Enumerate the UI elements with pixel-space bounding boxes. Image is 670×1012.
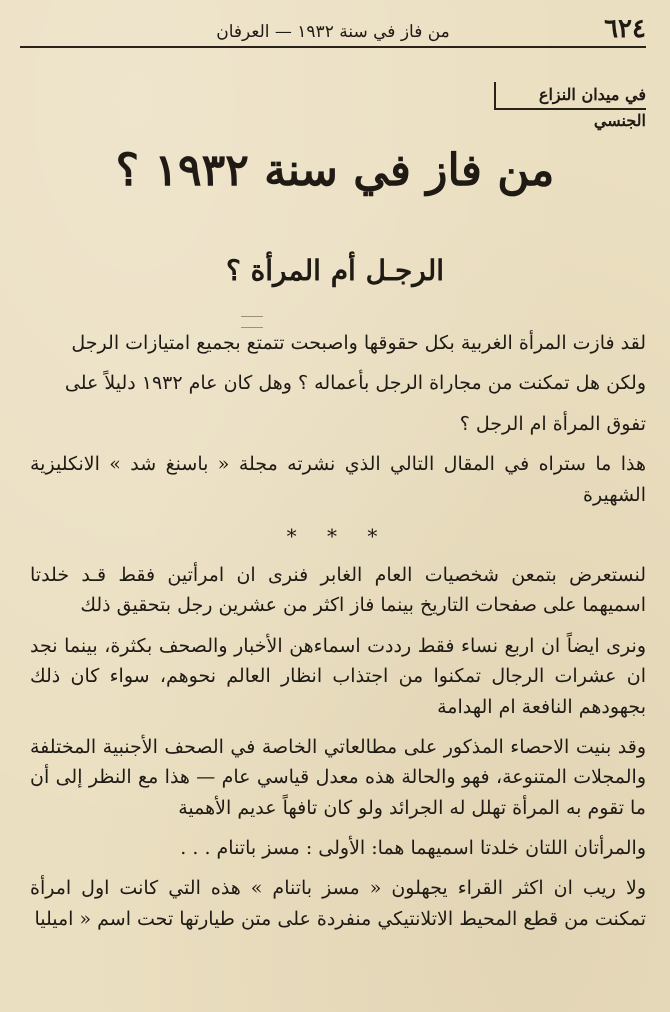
paragraph-1: لنستعرض بتمعن شخصيات العام الغابر فنرى ان امرأتين فقط قـد خلدتا اسميهما على صفحات التاريخ بينما فاز اكثر من عشرين رجل بتحقيق ذلك bbox=[30, 563, 646, 617]
paragraph-2: ونرى ايضاً ان اربع نساء فقط رددت اسماءهن الأخبار والصحف بكثرة، بينما نجد ان عشرات الرجال تمكنوا من اجتذاب انظار العالم نحوهم، سواء كان ذلك بجهودهم النافعة ام الهدامة bbox=[30, 634, 646, 718]
intro-line-1: لقد فازت المرأة الغربية بكل حقوقها واصبحت تتمتع بجميع امتيازات الرجل bbox=[71, 332, 646, 354]
intro-line-3: تفوق المرأة ام الرجل ؟ bbox=[459, 412, 646, 435]
ornament-mark bbox=[241, 316, 263, 328]
paragraph-4: والمرأتان اللتان خلدتا اسميهما هما: الأولى : مسز باتنام . . . bbox=[180, 837, 646, 860]
paragraph-3: وقد بنيت الاحصاء المذكور على مطالعاتي الخاصة في الصحف الأجنبية المختلفة والمجلات المتنوعة، فهو والحالة هذه معدل قياسي عام — هذا مع النظر إلى أن ما تقوم به المرأة تهلل له الجرائد ولو كان تافهاً عديم الأهمية bbox=[30, 735, 647, 819]
page-header bbox=[20, 14, 646, 48]
article-body bbox=[30, 328, 646, 944]
running-head: من فاز في سنة ١٩٣٢ — العرفان bbox=[216, 22, 450, 42]
intro-line-2: ولكن هل تمكنت من مجاراة الرجل بأعماله ؟ وهل كان عام ١٩٣٢ دليلاً على bbox=[64, 372, 646, 395]
article-subtitle: الرجـل أم المرأة ؟ bbox=[225, 254, 445, 287]
paragraph-5: ولا ريب ان اكثر القراء يجهلون « مسز باتنام » هذه التي كانت اول امرأة تمكنت من قطع المحيط الاتلانتيكي منفردة على متن طيارتها تحت اسم « اميليا bbox=[30, 877, 646, 930]
section-divider-stars: * * * bbox=[286, 523, 390, 548]
source-line: هذا ما ستراه في المقال التالي الذي نشرته مجلة « باسنغ شد » الانكليزية الشهيرة bbox=[30, 453, 646, 506]
section-label: في ميدان النزاع الجنسي bbox=[494, 82, 646, 110]
article-title: من فاز في سنة ١٩٣٢ ؟ bbox=[115, 145, 555, 196]
page-number: ٦٢٤ bbox=[604, 14, 646, 44]
